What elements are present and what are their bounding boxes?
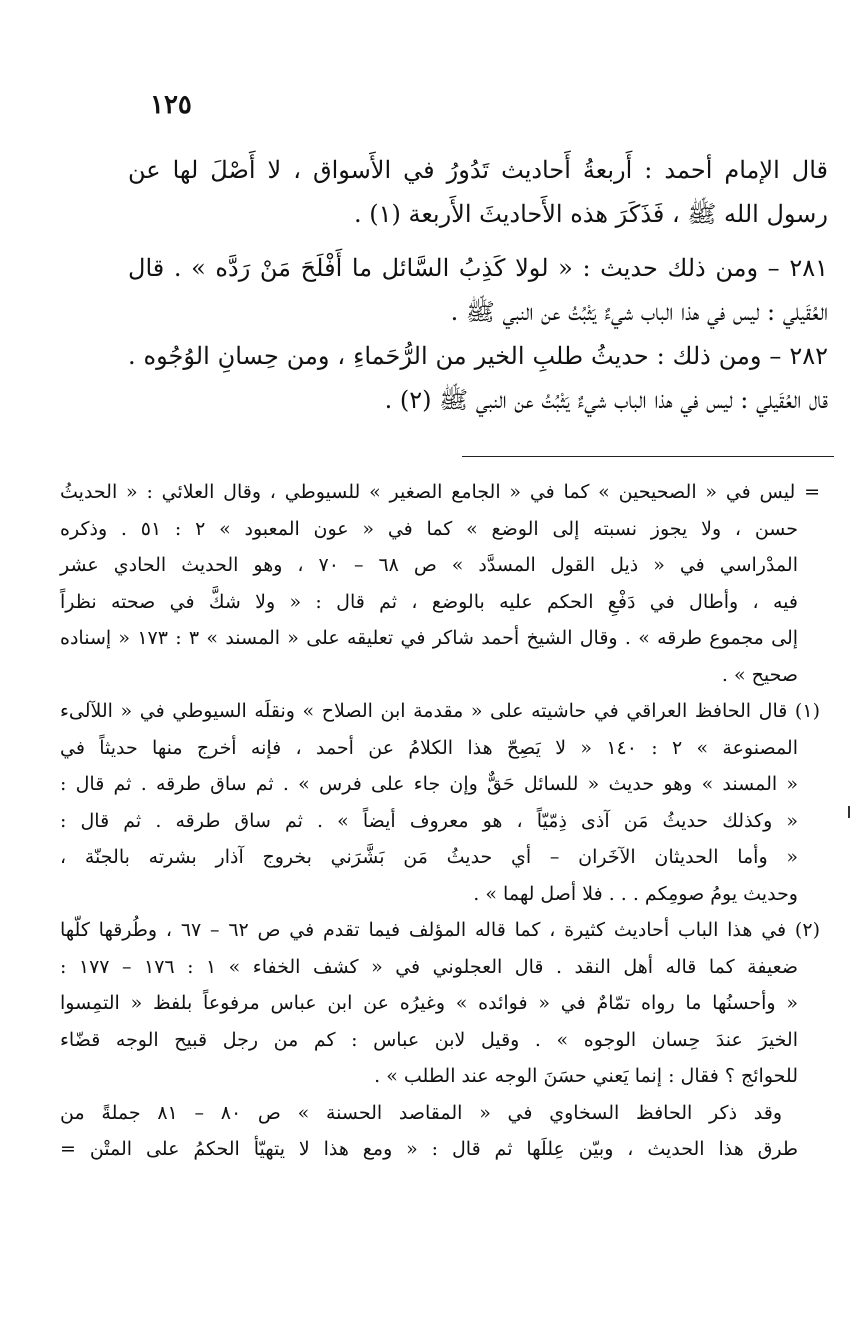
paragraph-gap bbox=[128, 236, 828, 246]
footnote-1-line: (١) قال الحافظ العراقي في حاشيته على « مقدمة ابن الصلاح » ونقلَه السيوطي في « اللآلىء bbox=[60, 700, 820, 722]
footnote-2-line: « وأحسنُها ما رواه تمّامٌ في « فوائده » وغيرُه عن ابن عباس مرفوعاً بلفظ « التمِسوا bbox=[60, 992, 798, 1014]
main-line: قال الإمام أحمد : أَربعةُ أَحاديث تَدُورُ في الأَسواق ، لا أَصْلَ لها عن bbox=[128, 156, 828, 184]
footnote-continuation-line: حسن ، ولا يجوز نسبته إلى الوضع » كما في « عون المعبود » ٢ : ٥١ . وذكره bbox=[60, 517, 798, 540]
footnote-2-line: للحوائج ؟ فقال : إنما يَعني حسَنَ الوجه عند الطلب » . bbox=[374, 1065, 798, 1087]
margin-tick-mark bbox=[848, 806, 850, 818]
footnote-1-line: وحديث يومُ صومِكم . . . فلا أصل لهما » . bbox=[473, 882, 798, 905]
footnote-continuation-line: صحيح » . bbox=[721, 663, 798, 686]
footnote-2-line: الخيرَ عندَ حِسان الوجوه » . وقيل لابن عباس : كم من رجل قبيح الوجه قضّاء bbox=[60, 1028, 798, 1051]
footnote-1-line: « وكذلك حديثُ مَن آذى ذِمّيّاً ، هو معروف أيضاً » . ثم ساق طرقه . ثم قال : bbox=[60, 809, 798, 832]
footnotes bbox=[60, 474, 820, 1168]
footnote-2-line: طرق هذا الحديث ، وبيّن عِللَها ثم قال : « ومع هذا لا يتهيّأ الحكمُ على المتْن = bbox=[60, 1138, 798, 1160]
hadith-282-line: قال العُقَيلي : ليس في هذا الباب شيءٌ يَثْبُتُ عن النبي ﷺ (٢) . bbox=[384, 386, 828, 414]
hadith-282-line: ٢٨٢ – ومن ذلك : حديثُ طلبِ الخير من الرُّحَماءِ ، ومن حِسانِ الوُجُوه . bbox=[128, 342, 828, 370]
footnote-continuation-line: المدْراسي في « ذيل القول المسدَّد » ص ٦٨ – ٧٠ ، وهو الحديث الحادي عشر bbox=[60, 554, 798, 576]
hadith-281-line: العُقَيلي : ليس في هذا الباب شيءٌ يَثْبُتُ عن النبي ﷺ . bbox=[450, 298, 828, 326]
footnote-divider bbox=[462, 456, 834, 457]
footnote-1-line: « وأما الحديثان الآخَران – أي حديثُ مَن بَشَّرَني بخروج آذار بشرته بالجنّة ، bbox=[60, 846, 798, 868]
footnote-continuation-line: إلى مجموع طرقه » . وقال الشيخ أحمد شاكر في تعليقه على « المسند » ٣ : ١٧٣ « إسناده bbox=[60, 627, 799, 649]
footnote-1-line: « المسند » وهو حديث « للسائل حَقٌّ وإن جاء على فرس » . ثم ساق طرقه . ثم قال : bbox=[60, 773, 798, 795]
page-number: ١٢٥ bbox=[150, 90, 192, 120]
footnote-2-line: ضعيفة كما قاله أهل النقد . قال العجلوني في « كشف الخفاء » ١ : ١٧٦ – ١٧٧ : bbox=[60, 955, 798, 978]
footnote-continuation-line: = ليس في « الصحيحين » كما في « الجامع الصغير » للسيوطي ، وقال العلائي : « الحديثُ bbox=[60, 481, 820, 503]
main-text bbox=[128, 148, 828, 422]
hadith-281-line: ٢٨١ – ومن ذلك حديث : « لولا كَذِبُ السَّائل ما أَفْلَحَ مَنْ رَدَّه » . قال bbox=[128, 254, 828, 282]
footnote-2-line: (٢) في هذا الباب أحاديث كثيرة ، كما قاله المؤلف فيما تقدم في ص ٦٢ – ٦٧ ، وطُرقها كلّها bbox=[60, 919, 820, 941]
footnote-1-line: المصنوعة » ٢ : ١٤٠ « لا يَصِحّ هذا الكلامُ عن أحمد ، فإنه أخرج منها حديثاً في bbox=[60, 736, 799, 759]
footnote-continuation-line: فيه ، وأطال في دَفْعِ الحكم عليه بالوضع ، ثم قال : « ولا شكَّ في صحته نظراً bbox=[60, 590, 798, 613]
footnote-2-line: وقد ذكر الحافظ السخاوي في « المقاصد الحسنة » ص ٨٠ – ٨١ جملةً من bbox=[60, 1101, 782, 1124]
main-line: رسول الله ﷺ ، فَذَكَرَ هذه الأَحاديثَ الأَربعة (١) . bbox=[353, 200, 828, 228]
